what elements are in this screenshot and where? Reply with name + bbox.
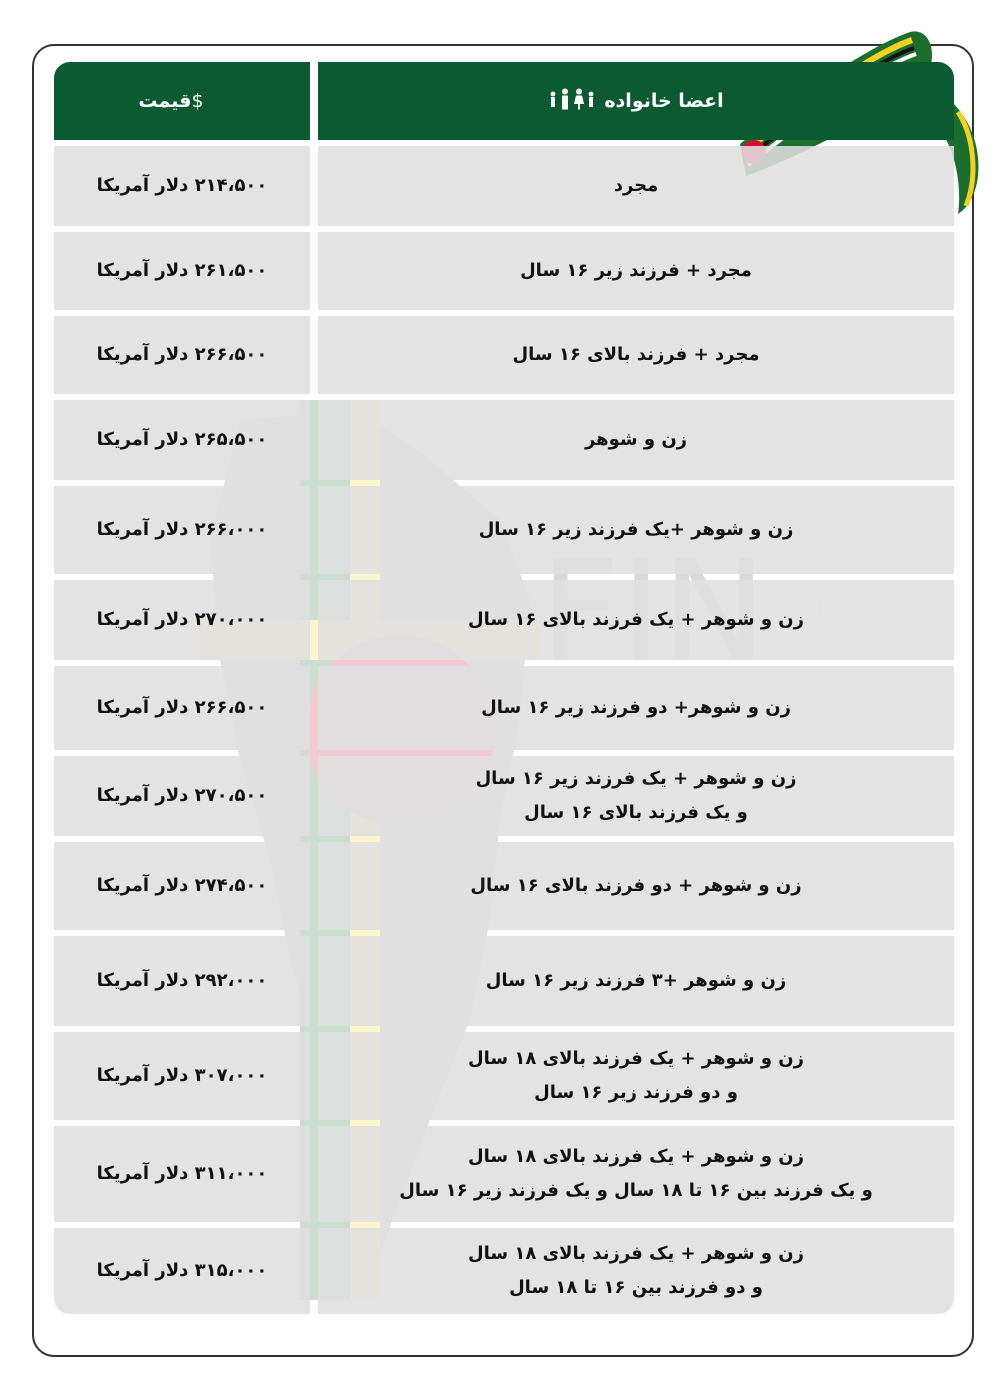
price-cell: ۲۷۰،۰۰۰ دلار آمریکا	[54, 580, 310, 660]
table-row	[54, 666, 954, 750]
members-cell	[318, 756, 954, 836]
price-cell: ۲۹۲،۰۰۰ دلار آمریکا	[54, 936, 310, 1026]
members-line: زن و شوهر + دو فرزند بالای ۱۶ سال	[470, 874, 802, 896]
members-line: زن و شوهر + یک فرزند بالای ۱۶ سال	[468, 608, 804, 630]
price-cell: ۲۶۶،۵۰۰ دلار آمریکا	[54, 666, 310, 750]
price-cell: ۲۶۶،۰۰۰ دلار آمریکا	[54, 486, 310, 574]
dollar-icon: $	[191, 90, 204, 112]
table-row	[54, 486, 954, 574]
members-line: زن و شوهر	[584, 428, 688, 450]
members-line: زن و شوهر + یک فرزند بالای ۱۸ سال	[468, 1145, 804, 1167]
members-cell	[318, 400, 954, 480]
family-icon	[548, 88, 596, 115]
members-cell	[318, 1032, 954, 1120]
table-row	[54, 232, 954, 310]
members-cell	[318, 842, 954, 930]
table-row	[54, 400, 954, 480]
table-row	[54, 1126, 954, 1222]
members-cell	[318, 936, 954, 1026]
members-line: و یک فرزند بالای ۱۶ سال	[524, 802, 748, 823]
table-row	[54, 936, 954, 1026]
price-header-label: قیمت	[138, 90, 192, 112]
members-header	[318, 62, 954, 140]
price-cell: ۲۱۴،۵۰۰ دلار آمریکا	[54, 146, 310, 226]
price-cell: ۲۶۱،۵۰۰ دلار آمریکا	[54, 232, 310, 310]
table-row	[54, 316, 954, 394]
price-cell: ۳۰۷،۰۰۰ دلار آمریکا	[54, 1032, 310, 1120]
members-cell	[318, 232, 954, 310]
price-cell: ۲۷۰،۵۰۰ دلار آمریکا	[54, 756, 310, 836]
price-cell: ۲۶۶،۵۰۰ دلار آمریکا	[54, 316, 310, 394]
price-cell: ۳۱۵،۰۰۰ دلار آمریکا	[54, 1228, 310, 1314]
table-row	[54, 580, 954, 660]
members-cell	[318, 146, 954, 226]
members-line: زن و شوهر + یک فرزند زیر ۱۶ سال	[475, 767, 797, 789]
members-line: زن و شوهر+ دو فرزند زیر ۱۶ سال	[481, 696, 791, 718]
price-cell: ۲۷۴،۵۰۰ دلار آمریکا	[54, 842, 310, 930]
members-line: و یک فرزند بین ۱۶ تا ۱۸ سال و یک فرزند زیر ۱۶ سال	[399, 1180, 873, 1201]
table-row	[54, 756, 954, 836]
members-line: و دو فرزند زیر ۱۶ سال	[534, 1082, 738, 1103]
price-table	[54, 62, 954, 1314]
table-header	[54, 62, 954, 140]
table-row	[54, 1032, 954, 1120]
table-body	[54, 146, 954, 1314]
members-cell	[318, 1228, 954, 1314]
members-line: مجرد + فرزند بالای ۱۶ سال	[512, 343, 760, 365]
members-cell	[318, 486, 954, 574]
members-line: مجرد + فرزند زیر ۱۶ سال	[520, 259, 752, 281]
members-cell	[318, 1126, 954, 1222]
table-row	[54, 842, 954, 930]
members-line: مجرد	[613, 174, 659, 196]
members-cell	[318, 666, 954, 750]
table-row	[54, 146, 954, 226]
members-line: زن و شوهر +یک فرزند زیر ۱۶ سال	[478, 518, 794, 540]
members-line: زن و شوهر +۳ فرزند زیر ۱۶ سال	[485, 969, 787, 991]
price-cell: ۳۱۱،۰۰۰ دلار آمریکا	[54, 1126, 310, 1222]
price-header	[54, 62, 310, 140]
members-cell	[318, 316, 954, 394]
members-header-label: اعضا خانواده	[604, 90, 724, 112]
members-cell	[318, 580, 954, 660]
price-cell: ۲۶۵،۵۰۰ دلار آمریکا	[54, 400, 310, 480]
table-row	[54, 1228, 954, 1314]
members-line: زن و شوهر + یک فرزند بالای ۱۸ سال	[468, 1047, 804, 1069]
members-line: و دو فرزند بین ۱۶ تا ۱۸ سال	[509, 1277, 763, 1298]
members-line: زن و شوهر + یک فرزند بالای ۱۸ سال	[468, 1242, 804, 1264]
